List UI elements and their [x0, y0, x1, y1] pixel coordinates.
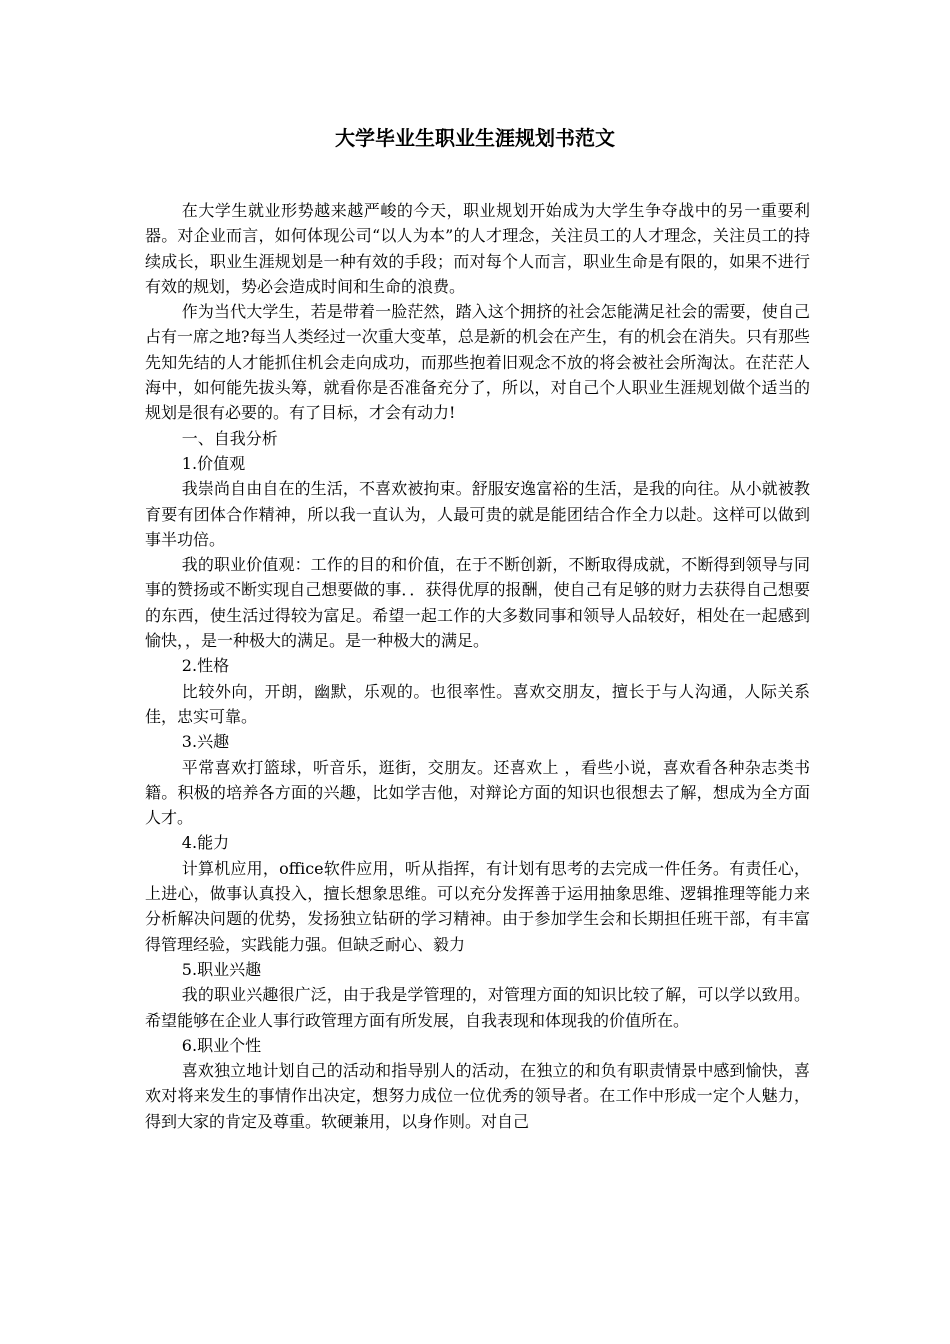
subheading-values: 1.价值观 [181, 453, 246, 473]
subheading-interests: 3.兴趣 [181, 732, 230, 752]
paragraph-career-personality: 喜欢独立地计划自己的活动和指导别人的活动，在独立的和负有职责情景中感到愉快，喜欢对将来发生的事情作出决定，想努力成位一位优秀的领导者。在工作中形成一定个人魅力，得到大家的肯定及尊重。软硬兼用，以身作则。对自己 [145, 1061, 810, 1131]
subheading-personality: 2.性格 [181, 656, 230, 676]
subheading-abilities: 4.能力 [181, 833, 230, 853]
subheading-career-interests: 5.职业兴趣 [181, 959, 262, 979]
subheading-career-personality: 6.职业个性 [181, 1035, 262, 1055]
paragraph-career-interests: 我的职业兴趣很广泛，由于我是学管理的，对管理方面的知识比较了解，可以学以致用。希望能够在企业人事行政管理方面有所发展，自我表现和体现我的价值所在。 [145, 985, 810, 1030]
paragraph-personality: 比较外向，开朗，幽默，乐观的。也很率性。喜欢交朋友，擅长于与人沟通，人际关系佳，忠实可靠。 [145, 681, 810, 726]
paragraph-career-values: 我的职业价值观：工作的目的和价值，在于不断创新，不断取得成就，不断得到领导与同事的赞扬或不断实现自己想要做的事．．获得优厚的报酬，使自己有足够的财力去获得自己想要的东西，使生活过得较为富足。希望一起工作的大多数同事和领导人品较好，相处在一起感到愉快，，是一种极大的满足。是一种极大的满足。 [145, 555, 810, 651]
paragraph-motivation: 作为当代大学生，若是带着一脸茫然，踏入这个拥挤的社会怎能满足社会的需要，使自己占有一席之地?每当人类经过一次重大变革，总是新的机会在产生，有的机会在消失。只有那些先知先结的人才能抓住机会走向成功，而那些抱着旧观念不放的将会被社会所淘汰。在茫茫人海中，如何能先拔头筹，就看你是否准备充分了，所以，对自己个人职业生涯规划做个适当的规划是很有必要的。有了目标，才会有动力! [145, 302, 810, 423]
document-title: 大学毕业生职业生涯规划书范文 [335, 126, 615, 150]
document-body [145, 198, 810, 1134]
section-heading-self-analysis: 一、自我分析 [181, 428, 278, 448]
paragraph-intro: 在大学生就业形势越来越严峻的今天，职业规划开始成为大学生争夺战中的另一重要利器。对企业而言，如何体现公司“以人为本”的人才理念，关注员工的人才理念，关注员工的持续成长，职业生涯规划是一种有效的手段；而对每个人而言，职业生命是有限的，如果不进行有效的规划，势必会造成时间和生命的浪费。 [145, 201, 810, 296]
paragraph-interests: 平常喜欢打篮球，听音乐，逛街，交朋友。还喜欢上 ，看些小说，喜欢看各种杂志类书籍。积极的培养各方面的兴趣，比如学吉他，对辩论方面的知识也很想去了解，想成为全方面人才。 [145, 757, 810, 828]
paragraph-abilities: 计算机应用，office软件应用，听从指挥，有计划有思考的去完成一件任务。有责任心，上进心，做事认真投入，擅长想象思维。可以充分发挥善于运用抽象思维、逻辑推理等能力来分析解决问题的优势，发扬独立钻研的学习精神。由于参加学生会和长期担任班干部，有丰富得管理经验，实践能力强。但缺乏耐心、毅力 [145, 858, 810, 954]
paragraph-values: 我崇尚自由自在的生活，不喜欢被拘束。舒服安逸富裕的生活，是我的向往。从小就被教育要有团体合作精神，所以我一直认为，人最可贵的就是能团结合作全力以赴。这样可以做到事半功倍。 [145, 479, 810, 549]
